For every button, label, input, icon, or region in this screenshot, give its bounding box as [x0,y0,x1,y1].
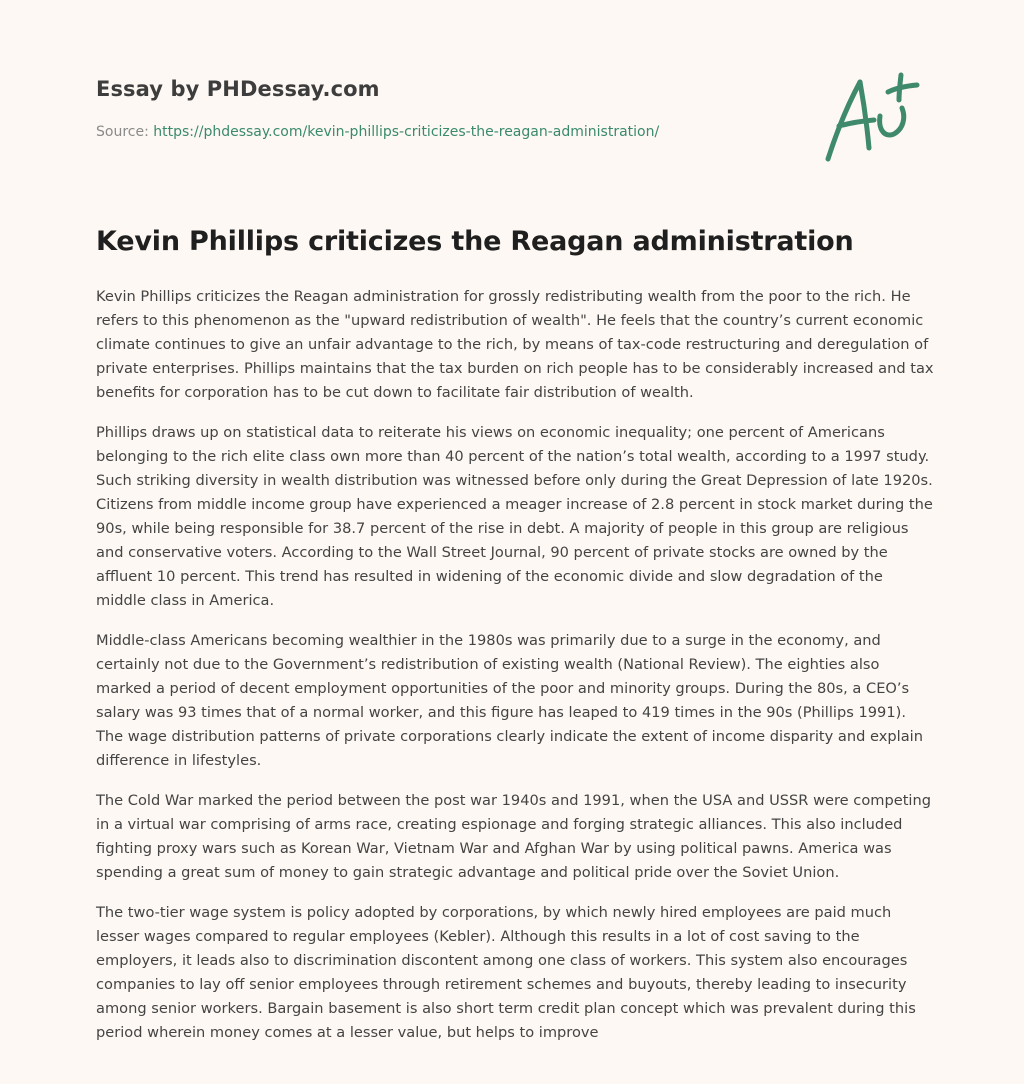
source-line [96,124,659,140]
essay-body [96,285,936,1061]
essay-paragraph: The Cold War marked the period between the post war 1940s and 1991, when the USA and USSR were competing in a virtual war comprising of arms race, creating espionage and forging strategic alliances. This also included fighting proxy wars such as Korean War, Vietnam War and Afghan War by using political pawns. America was spending a great sum of money to gain strategic advantage and political pride over the Soviet Union. [96,792,931,881]
a-plus-logo-icon [822,68,928,166]
source-link[interactable]: https://phdessay.com/kevin-phillips-criticizes-the-reagan-administration/ [153,124,660,140]
source-label: Source: [96,124,154,140]
essay-paragraph: Middle-class Americans becoming wealthier in the 1980s was primarily due to a surge in the economy, and certainly not due to the Government’s redistribution of existing wealth (National Review). The eighties also marked a period of decent employment opportunities of the poor and minority groups. During the 80s, a CEO’s salary was 93 times that of a normal worker, and this figure has leaped to 419 times in the 90s (Phillips 1991). The wage distribution patterns of private corporations clearly indicate the extent of income disparity and explain difference in lifestyles. [96,632,923,769]
site-brand: Essay by PHDessay.com [96,77,380,101]
essay-paragraph: The two-tier wage system is policy adopted by corporations, by which newly hired employees are paid much lesser wages compared to regular employees (Kebler). Although this results in a lot of cost saving to the employers, it leads also to discrimination discontent among one class of workers. This system also encourages companies to lay off senior employees through retirement schemes and buyouts, thereby leading to insecurity among senior workers. Bargain basement is also short term credit plan concept which was prevalent during this period wherein money comes at a lesser value, but helps to improve [96,904,916,1041]
essay-paragraph: Kevin Phillips criticizes the Reagan administration for grossly redistributing wealth from the poor to the rich. He refers to this phenomenon as the "upward redistribution of wealth". He feels that the country’s current economic climate continues to give an unfair advantage to the rich, by means of tax-code restructuring and deregulation of private enterprises. Phillips maintains that the tax burden on rich people has to be considerably increased and tax benefits for corporation has to be cut down to facilitate fair distribution of wealth. [96,288,934,401]
essay-title: Kevin Phillips criticizes the Reagan administration [96,226,854,257]
essay-paragraph: Phillips draws up on statistical data to reiterate his views on economic inequality; one percent of Americans belonging to the rich elite class own more than 40 percent of the nation’s total wealth, according to a 1997 study. Such striking diversity in wealth distribution was witnessed before only during the Great Depression of late 1920s. Citizens from middle income group have experienced a meager increase of 2.8 percent in stock market during the 90s, while being responsible for 38.7 percent of the rise in debt. A majority of people in this group are religious and conservative voters. According to the Wall Street Journal, 90 percent of private stocks are owned by the affluent 10 percent. This trend has resulted in widening of the economic divide and slow degradation of the middle class in America. [96,424,933,609]
